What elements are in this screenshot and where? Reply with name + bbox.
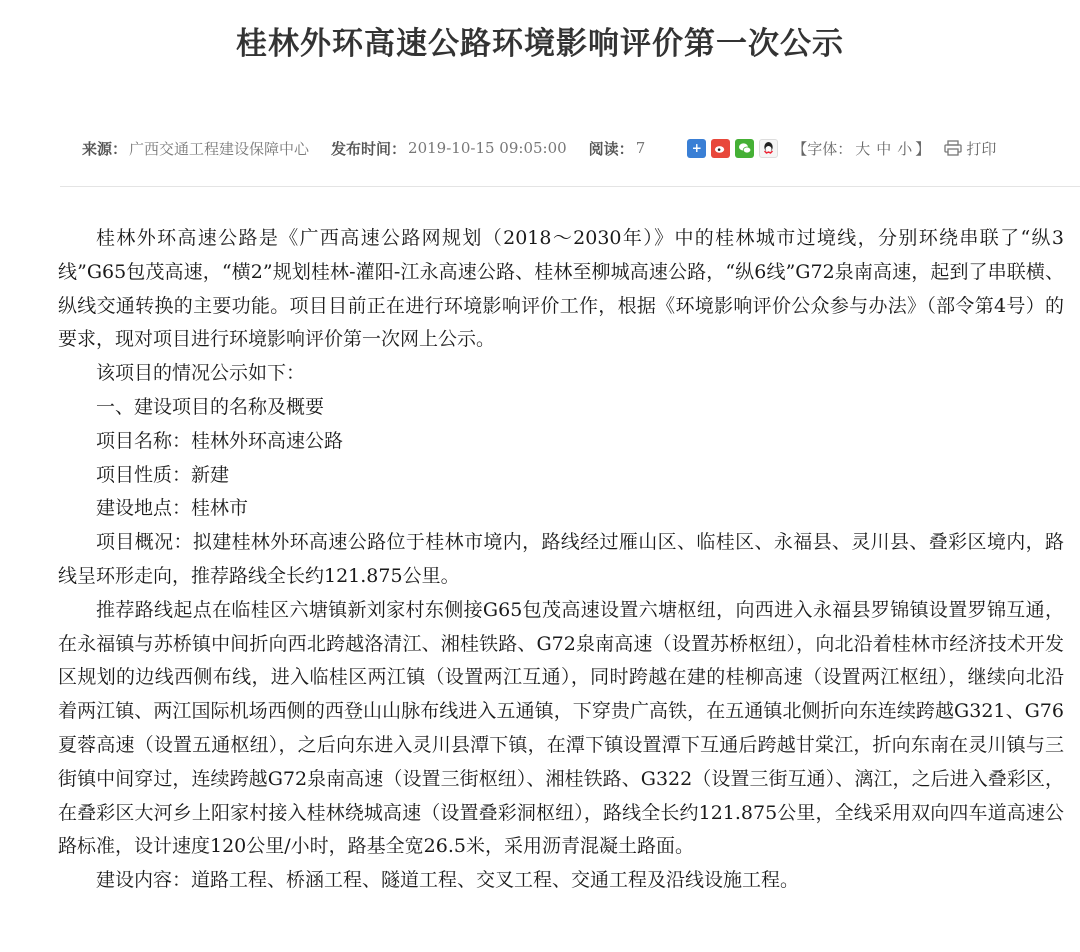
project-overview: 项目概况：拟建桂林外环高速公路位于桂林市境内，路线经过雁山区、临桂区、永福县、灵川县、叠彩区境内，路线呈环形走向，推荐路线全长约121.875公里。	[58, 531, 1064, 587]
source-value: 广西交通工程建设保障中心	[129, 139, 310, 158]
font-label-open: 【字体：	[792, 139, 853, 158]
printer-icon	[944, 140, 962, 156]
header-divider	[60, 186, 1080, 187]
font-large-button[interactable]: 大	[855, 139, 871, 158]
share-buttons	[687, 139, 778, 158]
qq-icon[interactable]	[759, 139, 778, 158]
source-label: 来源：	[82, 139, 128, 158]
paragraph-intro: 桂林外环高速公路是《广西高速公路网规划（2018～2030年）》中的桂林城市过境线，分别环绕串联了“纵3线”G65包茂高速，“横2”规划桂林-灌阳-江永高速公路、桂林至柳城高速公路，“纵6线”G72泉南高速，起到了串联横、纵线交通转换的主要功能。项目目前正在进行环境影响评价工作，根据《环境影响评价公众参与办法》（部令第4号）的要求，现对项目进行环境影响评价第一次网上公示。	[58, 227, 1064, 351]
font-label-close: 】	[915, 139, 931, 158]
font-medium-button[interactable]: 中	[876, 139, 892, 158]
print-button[interactable]	[944, 138, 996, 159]
project-name: 项目名称：桂林外环高速公路	[96, 429, 344, 452]
paragraph-notice: 该项目的情况公示如下：	[96, 362, 306, 385]
section-heading: 一、建设项目的名称及概要	[96, 395, 325, 418]
font-small-button[interactable]: 小	[897, 139, 913, 158]
weibo-icon[interactable]	[711, 139, 730, 158]
print-label: 打印	[966, 139, 997, 158]
construction-content: 建设内容：道路工程、桥涵工程、隧道工程、交叉工程、交通工程及沿线设施工程。	[96, 869, 800, 892]
publish-time-value: 2019-10-15 09:05:00	[408, 139, 567, 157]
article-body	[58, 222, 1064, 898]
project-location: 建设地点：桂林市	[96, 497, 249, 520]
publish-time-label: 发布时间：	[331, 139, 407, 158]
font-size-control	[792, 138, 930, 159]
read-count-value: 7	[635, 139, 646, 157]
plus-share-icon[interactable]: +	[687, 139, 706, 158]
project-nature: 项目性质：新建	[96, 463, 230, 486]
article-meta-bar	[82, 134, 1062, 162]
wechat-icon[interactable]	[735, 139, 754, 158]
read-count-label: 阅读：	[588, 139, 634, 158]
page-title: 桂林外环高速公路环境影响评价第一次公示	[236, 26, 844, 62]
route-description: 推荐路线起点在临桂区六塘镇新刘家村东侧接G65包茂高速设置六塘枢纽，向西进入永福县罗锦镇设置罗锦互通，在永福镇与苏桥镇中间折向西北跨越洛清江、湘桂铁路、G72泉南高速（设置苏桥枢纽），向北沿着桂林市经济技术开发区规划的边线西侧布线，进入临桂区两江镇（设置两江互通），同时跨越在建的桂柳高速（设置两江枢纽），继续向北沿着两江镇、两江国际机场西侧的西登山山脉布线进入五通镇，下穿贵广高铁，在五通镇北侧折向东连续跨越G321、G76夏蓉高速（设置五通枢纽），之后向东进入灵川县潭下镇，在潭下镇设置潭下互通后跨越甘棠江，折向东南在灵川镇与三街镇中间穿过，连续跨越G72泉南高速（设置三街枢纽）、湘桂铁路、G322（设置三街互通）、漓江，之后进入叠彩区，在叠彩区大河乡上阳家村接入桂林绕城高速（设置叠彩洞枢纽），路线全长约121.875公里，全线采用双向四车道高速公路标准，设计速度120公里/小时，路基全宽26.5米，采用沥青混凝土路面。	[58, 598, 1064, 858]
